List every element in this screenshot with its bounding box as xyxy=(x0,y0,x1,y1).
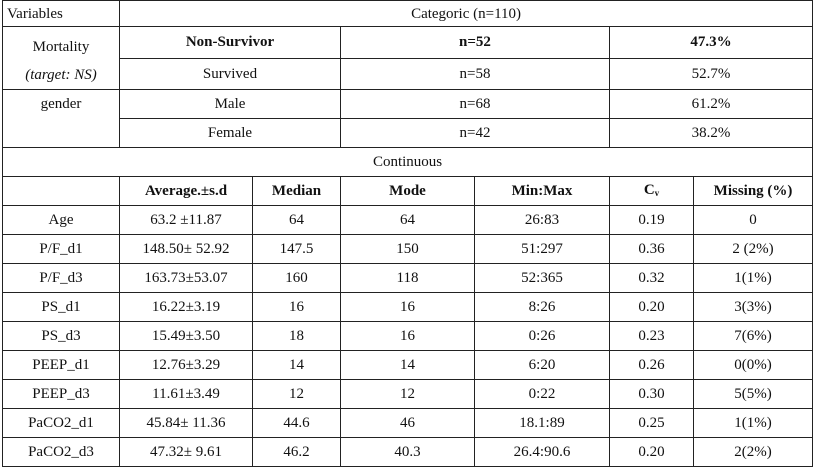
table-row xyxy=(3,409,813,438)
minmax-value: 52:365 xyxy=(475,264,610,293)
missing-value: 3(3%) xyxy=(694,293,813,322)
cv-value: 0.36 xyxy=(610,235,694,264)
median-value: 160 xyxy=(253,264,341,293)
median-value: 147.5 xyxy=(253,235,341,264)
variables-header: Variables xyxy=(3,1,120,27)
mode-value: 12 xyxy=(341,380,475,409)
cv-value: 0.23 xyxy=(610,322,694,351)
median-value: 16 xyxy=(253,293,341,322)
avg-value: 45.84± 11.36 xyxy=(120,409,253,438)
missing-value: 0 xyxy=(694,206,813,235)
table-row xyxy=(3,119,813,148)
variable-name: PS_d3 xyxy=(3,322,120,351)
table-row xyxy=(3,380,813,409)
avg-value: 148.50± 52.92 xyxy=(120,235,253,264)
mode-value: 40.3 xyxy=(341,438,475,467)
missing-value: 5(5%) xyxy=(694,380,813,409)
table-row xyxy=(3,293,813,322)
cv-value: 0.25 xyxy=(610,409,694,438)
median-value: 46.2 xyxy=(253,438,341,467)
table-row xyxy=(3,27,813,59)
group-percent: 38.2% xyxy=(610,119,813,148)
cv-value: 0.20 xyxy=(610,293,694,322)
cv-header-main: C xyxy=(643,181,655,198)
avg-value: 12.76±3.29 xyxy=(120,351,253,380)
minmax-value: 51:297 xyxy=(475,235,610,264)
minmax-value: 0:26 xyxy=(475,322,610,351)
group-count: n=52 xyxy=(341,27,610,59)
variable-name: Age xyxy=(3,206,120,235)
median-value: 12 xyxy=(253,380,341,409)
missing-value: 2(2%) xyxy=(694,438,813,467)
continuous-title: Continuous xyxy=(3,148,813,177)
avg-header: Average.±s.d xyxy=(120,177,253,206)
median-value: 14 xyxy=(253,351,341,380)
mode-value: 46 xyxy=(341,409,475,438)
minmax-value: 26.4:90.6 xyxy=(475,438,610,467)
mode-header: Mode xyxy=(341,177,475,206)
blank-header xyxy=(3,177,120,206)
median-value: 64 xyxy=(253,206,341,235)
minmax-header: Min:Max xyxy=(475,177,610,206)
group-name: Female xyxy=(120,119,341,148)
group-name: Male xyxy=(120,90,341,119)
variable-name: PEEP_d1 xyxy=(3,351,120,380)
missing-value: 2 (2%) xyxy=(694,235,813,264)
mode-value: 118 xyxy=(341,264,475,293)
avg-value: 16.22±3.19 xyxy=(120,293,253,322)
median-value: 18 xyxy=(253,322,341,351)
variable-name: PS_d1 xyxy=(3,293,120,322)
table-row xyxy=(3,58,813,90)
avg-value: 11.61±3.49 xyxy=(120,380,253,409)
group-count: n=42 xyxy=(341,119,610,148)
group-name: Survived xyxy=(120,58,341,90)
mortality-label: Mortality xyxy=(32,39,90,55)
mortality-label-cell xyxy=(3,27,120,90)
variable-name: P/F_d3 xyxy=(3,264,120,293)
variable-name: PEEP_d3 xyxy=(3,380,120,409)
minmax-value: 18.1:89 xyxy=(475,409,610,438)
statistics-table xyxy=(2,0,813,467)
continuous-header-row xyxy=(3,177,813,206)
avg-value: 47.32± 9.61 xyxy=(120,438,253,467)
cv-header-sub: v xyxy=(654,187,660,198)
cv-value: 0.30 xyxy=(610,380,694,409)
minmax-value: 26:83 xyxy=(475,206,610,235)
table-row xyxy=(3,322,813,351)
table-row xyxy=(3,235,813,264)
median-value: 44.6 xyxy=(253,409,341,438)
mode-value: 16 xyxy=(341,322,475,351)
categoric-header: Categoric (n=110) xyxy=(120,1,813,27)
minmax-value: 8:26 xyxy=(475,293,610,322)
group-count: n=68 xyxy=(341,90,610,119)
table-row xyxy=(3,438,813,467)
cv-value: 0.26 xyxy=(610,351,694,380)
minmax-value: 0:22 xyxy=(475,380,610,409)
cv-value: 0.32 xyxy=(610,264,694,293)
mode-value: 16 xyxy=(341,293,475,322)
mode-value: 14 xyxy=(341,351,475,380)
table-row xyxy=(3,351,813,380)
missing-value: 1(1%) xyxy=(694,409,813,438)
avg-value: 63.2 ±11.87 xyxy=(120,206,253,235)
table-row xyxy=(3,90,813,119)
mortality-target: (target: NS) xyxy=(25,67,97,83)
minmax-value: 6:20 xyxy=(475,351,610,380)
cv-value: 0.19 xyxy=(610,206,694,235)
mode-value: 64 xyxy=(341,206,475,235)
group-count: n=58 xyxy=(341,58,610,90)
group-percent: 61.2% xyxy=(610,90,813,119)
continuous-title-row xyxy=(3,148,813,177)
header-row xyxy=(3,1,813,27)
cv-header xyxy=(610,177,694,206)
cv-value: 0.20 xyxy=(610,438,694,467)
group-name: Non-Survivor xyxy=(120,27,341,59)
group-percent: 47.3% xyxy=(610,27,813,59)
missing-value: 1(1%) xyxy=(694,264,813,293)
mode-value: 150 xyxy=(341,235,475,264)
group-percent: 52.7% xyxy=(610,58,813,90)
gender-label: gender xyxy=(3,90,120,148)
avg-value: 163.73±53.07 xyxy=(120,264,253,293)
variable-name: PaCO2_d3 xyxy=(3,438,120,467)
continuous-body xyxy=(3,206,813,467)
variable-name: PaCO2_d1 xyxy=(3,409,120,438)
avg-value: 15.49±3.50 xyxy=(120,322,253,351)
table-row xyxy=(3,206,813,235)
table-row xyxy=(3,264,813,293)
variable-name: P/F_d1 xyxy=(3,235,120,264)
missing-value: 7(6%) xyxy=(694,322,813,351)
median-header: Median xyxy=(253,177,341,206)
missing-header: Missing (%) xyxy=(694,177,813,206)
missing-value: 0(0%) xyxy=(694,351,813,380)
